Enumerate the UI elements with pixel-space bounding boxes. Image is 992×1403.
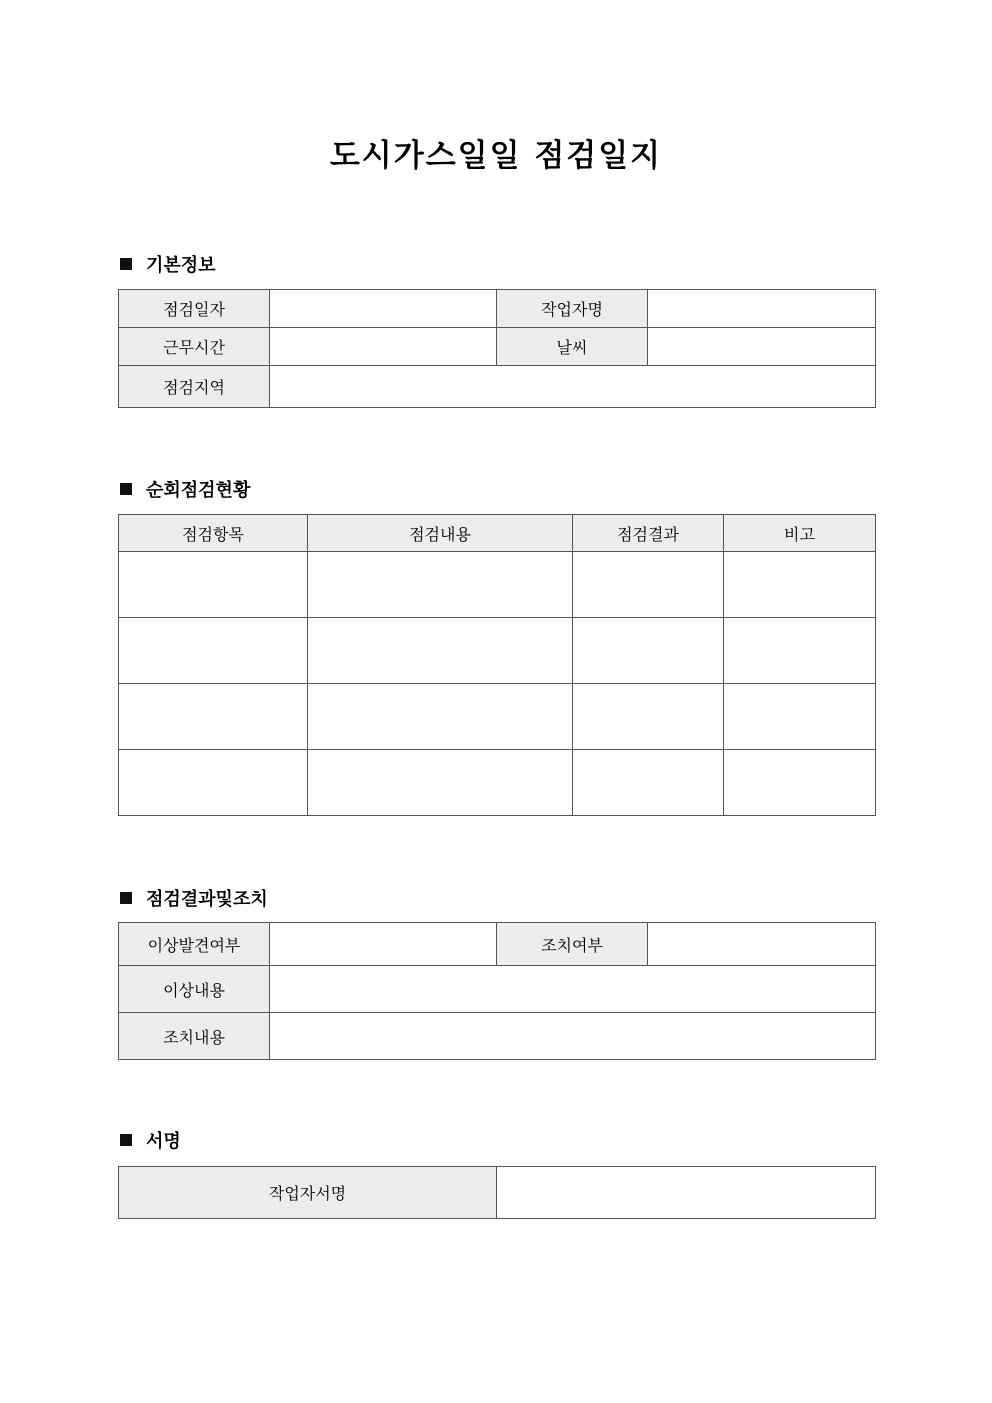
- worker-name-label: 작업자명: [497, 290, 648, 328]
- section-heading-patrol-label: 순회점검현황: [146, 480, 251, 501]
- action-detail-label: 조치내용: [119, 1013, 270, 1060]
- worker-signature-label: 작업자서명: [119, 1167, 497, 1219]
- column-header: 점검내용: [308, 515, 573, 552]
- section-heading-patrol: [119, 476, 250, 502]
- table-cell[interactable]: [308, 750, 573, 816]
- table-cell[interactable]: [119, 552, 308, 618]
- section-heading-result-label: 점검결과및조치: [146, 889, 268, 910]
- column-header: 비고: [724, 515, 876, 552]
- table-cell[interactable]: [119, 750, 308, 816]
- inspection-area-field[interactable]: [270, 366, 876, 408]
- table-row: [119, 750, 876, 816]
- work-hours-label: 근무시간: [119, 328, 270, 366]
- section-heading-signature: [119, 1127, 181, 1153]
- table-row: [119, 684, 876, 750]
- table-cell[interactable]: [573, 618, 724, 684]
- table-cell[interactable]: [308, 618, 573, 684]
- anomaly-found-label: 이상발견여부: [119, 923, 270, 966]
- table-row: [119, 552, 876, 618]
- square-bullet-icon: [120, 483, 132, 495]
- inspection-date-label: 점검일자: [119, 290, 270, 328]
- section-heading-signature-label: 서명: [146, 1131, 181, 1152]
- worker-signature-field[interactable]: [497, 1167, 876, 1219]
- anomaly-detail-field[interactable]: [270, 966, 876, 1013]
- column-header: 점검항목: [119, 515, 308, 552]
- action-taken-label: 조치여부: [497, 923, 648, 966]
- table-cell[interactable]: [724, 552, 876, 618]
- worker-name-field[interactable]: [648, 290, 876, 328]
- square-bullet-icon: [120, 1134, 132, 1146]
- inspection-area-label: 점검지역: [119, 366, 270, 408]
- inspection-date-field[interactable]: [270, 290, 497, 328]
- column-header: 점검결과: [573, 515, 724, 552]
- result-table: [118, 922, 876, 1060]
- section-heading-result: [119, 885, 268, 911]
- table-cell[interactable]: [119, 684, 308, 750]
- table-cell[interactable]: [724, 750, 876, 816]
- page-title: 도시가스일일 점검일지: [329, 138, 663, 174]
- table-cell[interactable]: [308, 552, 573, 618]
- action-taken-field[interactable]: [648, 923, 876, 966]
- anomaly-found-field[interactable]: [270, 923, 497, 966]
- signature-table: [118, 1166, 876, 1219]
- anomaly-detail-label: 이상내용: [119, 966, 270, 1013]
- basic-info-table: [118, 289, 876, 408]
- weather-field[interactable]: [648, 328, 876, 366]
- section-heading-basic-label: 기본정보: [146, 255, 216, 276]
- table-cell[interactable]: [119, 618, 308, 684]
- work-hours-field[interactable]: [270, 328, 497, 366]
- table-cell[interactable]: [573, 552, 724, 618]
- table-cell[interactable]: [724, 618, 876, 684]
- patrol-table: [118, 514, 876, 816]
- table-cell[interactable]: [724, 684, 876, 750]
- table-cell[interactable]: [308, 684, 573, 750]
- table-cell[interactable]: [573, 684, 724, 750]
- table-cell[interactable]: [573, 750, 724, 816]
- weather-label: 날씨: [497, 328, 648, 366]
- square-bullet-icon: [120, 258, 132, 270]
- square-bullet-icon: [120, 892, 132, 904]
- section-heading-basic: [119, 251, 216, 277]
- action-detail-field[interactable]: [270, 1013, 876, 1060]
- table-row: [119, 618, 876, 684]
